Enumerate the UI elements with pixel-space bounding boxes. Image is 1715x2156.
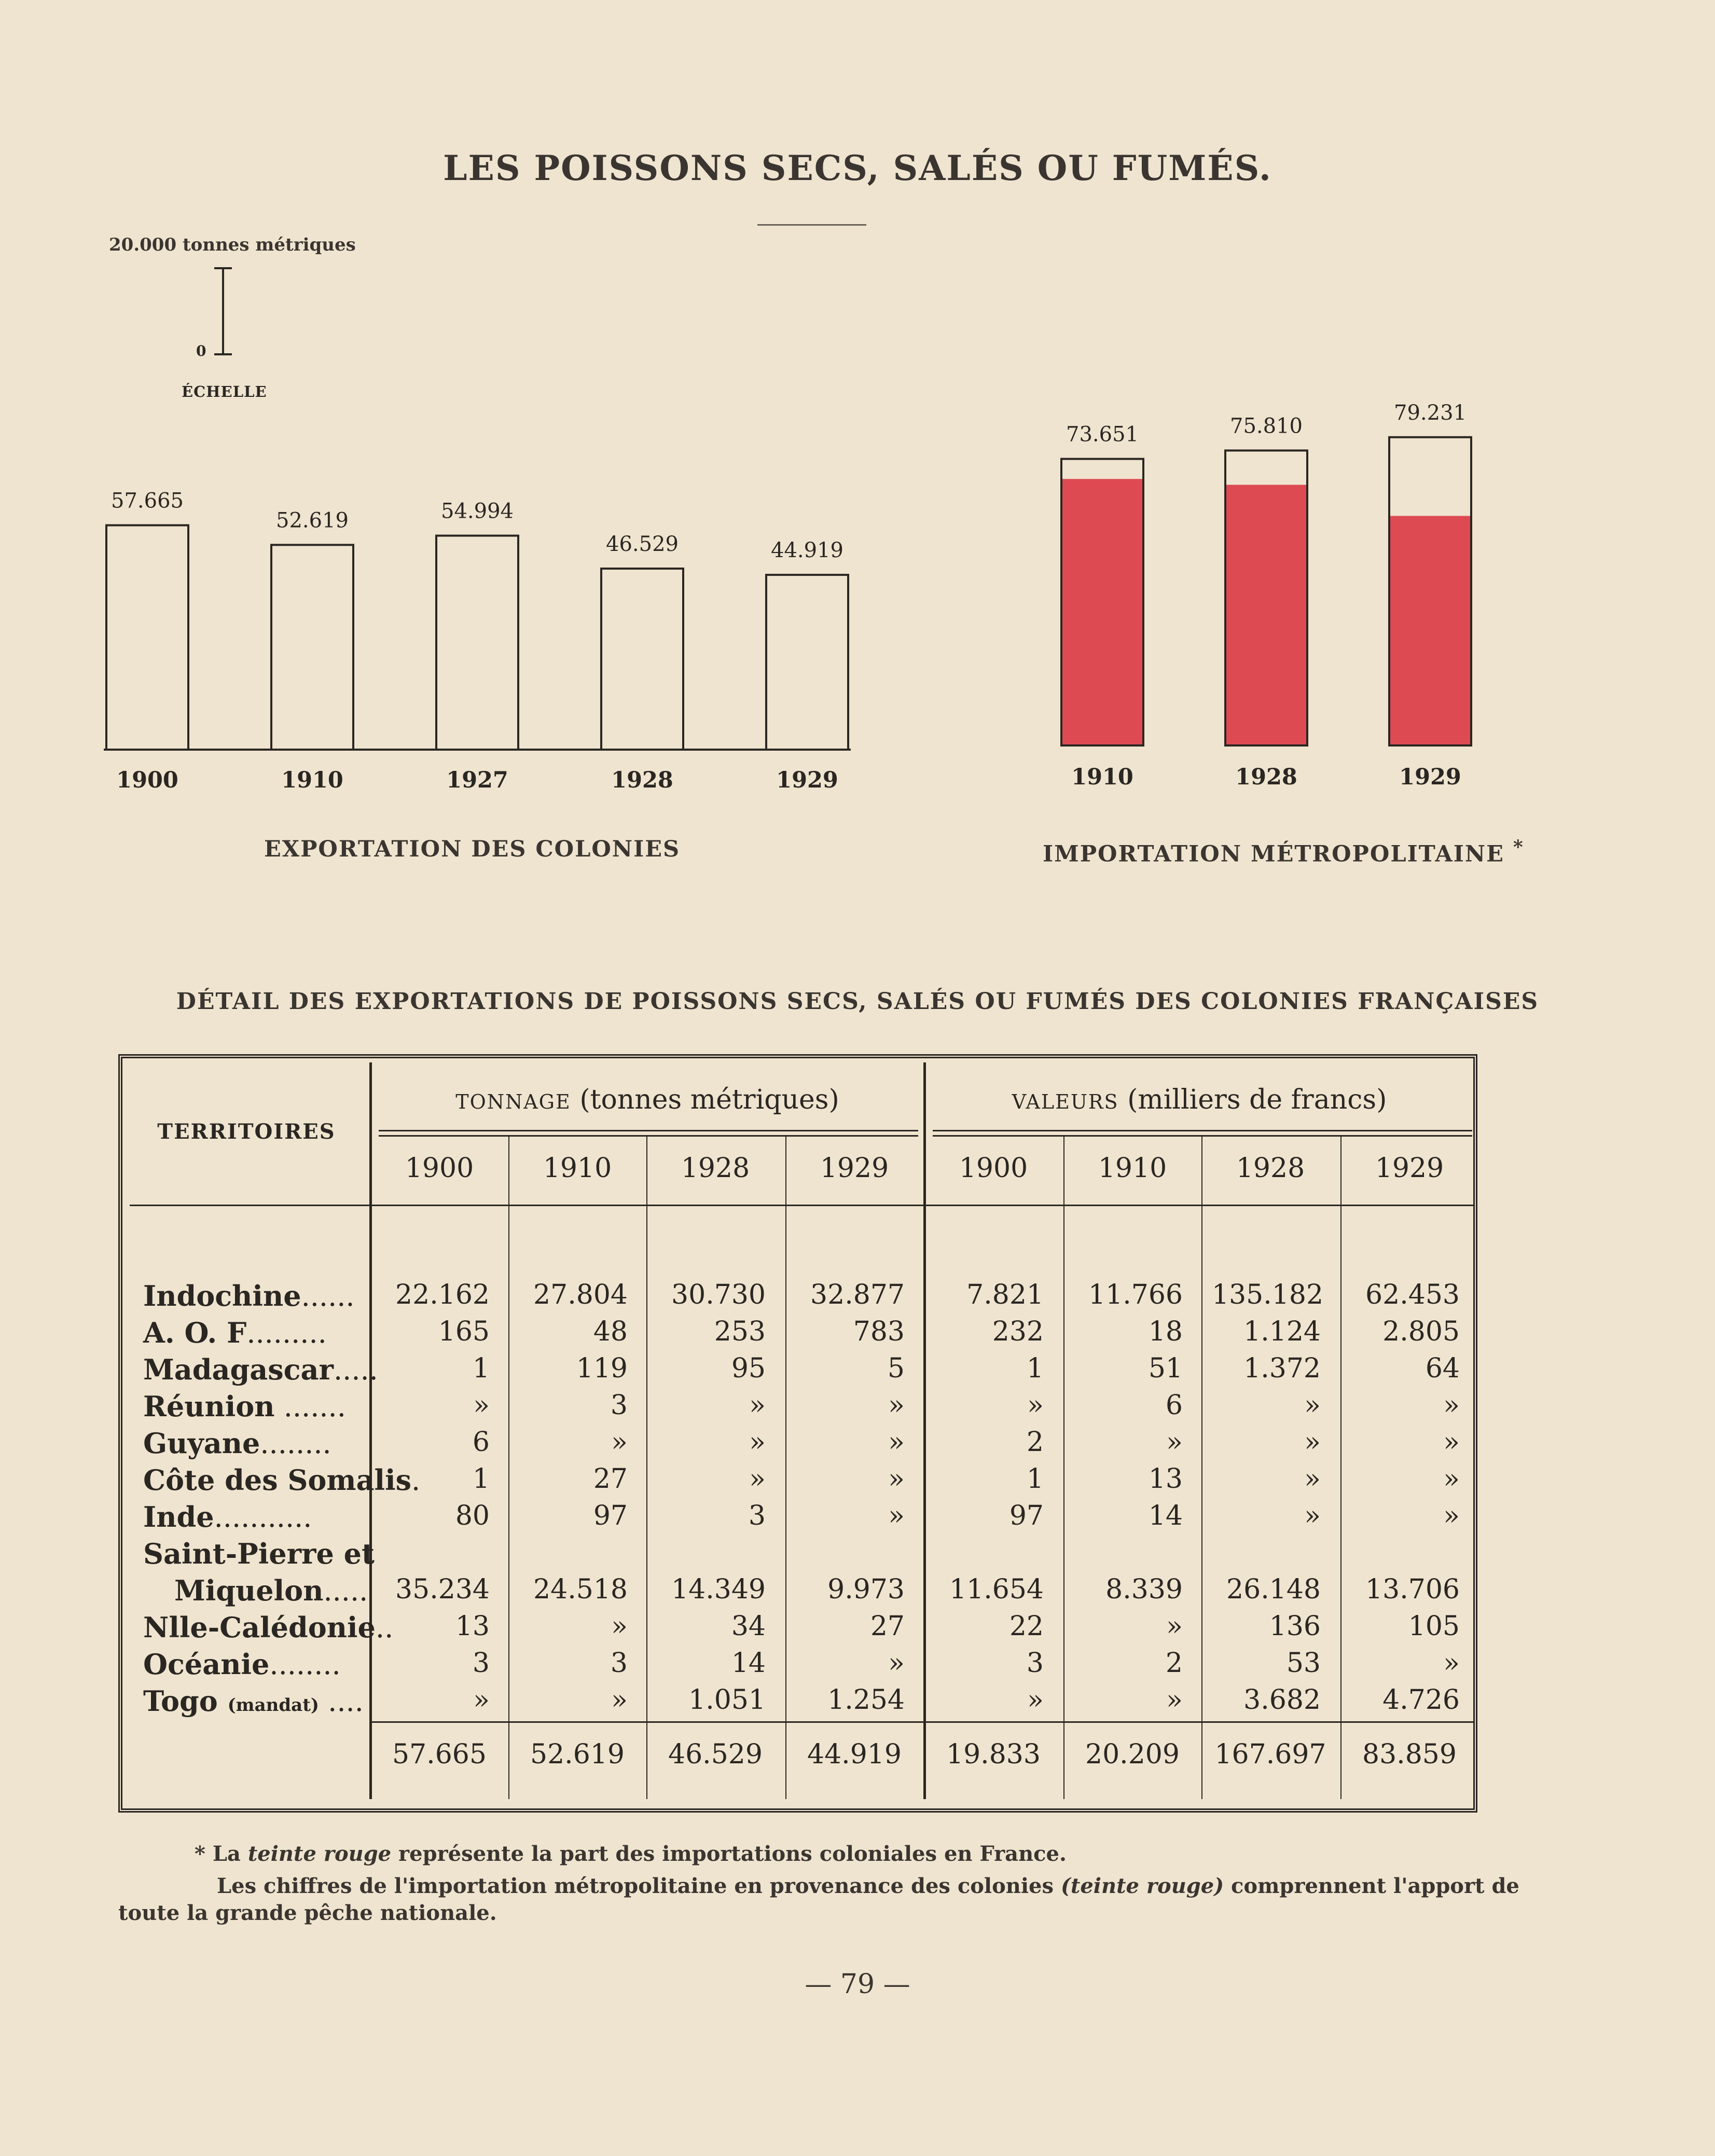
table-cell: 27.804	[533, 1279, 628, 1310]
territory-leader: ....	[319, 1685, 364, 1718]
col-divider-3	[785, 1136, 786, 1799]
table-cell: 62.453	[1365, 1279, 1460, 1310]
table-cell: 8.339	[1105, 1574, 1183, 1605]
year-header-tonnage-1928: 1928	[681, 1153, 750, 1184]
table-cell: 22.162	[395, 1279, 490, 1310]
footnote-2	[217, 1874, 1519, 1898]
export-value-label-1927: 54.994	[441, 499, 514, 523]
territory-leader: ........	[269, 1648, 341, 1681]
table-cell: 1	[472, 1353, 490, 1384]
table-cell: 1.254	[827, 1684, 905, 1716]
total-cell: 46.529	[668, 1739, 763, 1770]
year-header-valeurs-1929: 1929	[1375, 1153, 1444, 1184]
table-cell: 34	[731, 1611, 766, 1642]
table-cell: 11.654	[949, 1574, 1044, 1605]
table-cell: 95	[731, 1353, 766, 1384]
footnote-1-em: teinte rouge	[247, 1842, 392, 1866]
table-cell: »	[611, 1611, 628, 1642]
totals-rule	[371, 1721, 1473, 1723]
territory-note: (mandat)	[227, 1695, 320, 1716]
table-cell: 165	[438, 1316, 490, 1347]
table-cell: 13	[1148, 1463, 1183, 1495]
table-cell: 97	[593, 1500, 628, 1531]
table-cell: 14.349	[671, 1574, 766, 1605]
import-category-label-1929: 1929	[1399, 764, 1461, 790]
col-divider-5	[1063, 1136, 1064, 1799]
table-cell: 14	[1148, 1500, 1183, 1531]
scale-zero: 0	[196, 342, 206, 360]
table-cell: 232	[992, 1316, 1044, 1347]
table-cell: 2.805	[1382, 1316, 1460, 1347]
territory-label: Madagascar	[143, 1353, 334, 1386]
table-cell: 13.706	[1365, 1574, 1460, 1605]
table-cell: 6	[472, 1427, 490, 1458]
col-divider-6	[1201, 1136, 1202, 1799]
table-cell: 22	[1009, 1611, 1044, 1642]
table-cell: 53	[1286, 1648, 1321, 1679]
territory-label: Océanie	[143, 1648, 270, 1681]
territory-label: Côte des Somalis	[143, 1463, 411, 1497]
year-header-tonnage-1900: 1900	[405, 1153, 474, 1184]
table-cell: 9.973	[827, 1574, 905, 1605]
table-cell: 1	[1026, 1353, 1044, 1384]
territory-leader: ..	[375, 1611, 394, 1644]
territory-leader: .	[411, 1464, 421, 1497]
export-value-label-1910: 52.619	[276, 508, 349, 533]
table-cell: 27	[870, 1611, 905, 1642]
territory-label: Inde	[143, 1500, 214, 1533]
table-cell: »	[1443, 1463, 1460, 1495]
import-category-label-1910: 1910	[1071, 764, 1133, 790]
total-cell: 83.859	[1362, 1739, 1457, 1770]
territory-leader: .....	[333, 1353, 378, 1386]
territory-leader: .......	[274, 1390, 346, 1423]
table-cell: 1.372	[1243, 1353, 1321, 1384]
footnote-2-em: (teinte rouge)	[1060, 1874, 1224, 1898]
table-cell: 4.726	[1382, 1684, 1460, 1716]
territory-name	[143, 1316, 368, 1349]
table-cell: »	[1443, 1648, 1460, 1679]
export-value-label-1900: 57.665	[111, 489, 184, 513]
export-value-label-1929: 44.919	[771, 538, 843, 563]
territory-name	[143, 1684, 368, 1718]
table-cell: »	[1166, 1427, 1183, 1458]
table-cell: »	[1304, 1463, 1321, 1495]
scale-label: 20.000 tonnes métriques	[109, 234, 356, 255]
table-cell: 2	[1026, 1427, 1044, 1458]
table-cell: 48	[593, 1316, 628, 1347]
year-header-valeurs-1900: 1900	[959, 1153, 1028, 1184]
export-category-label-1900: 1900	[116, 767, 178, 793]
year-header-valeurs-1928: 1928	[1236, 1153, 1305, 1184]
table-cell: »	[888, 1390, 905, 1421]
page-number: — 79 —	[805, 1969, 910, 2000]
territory-name	[143, 1390, 368, 1423]
export-value-label-1928: 46.529	[606, 532, 679, 557]
year-header-tonnage-1910: 1910	[543, 1153, 612, 1184]
col-divider-1	[508, 1136, 509, 1799]
territory-label: Guyane	[143, 1427, 260, 1460]
import-category-label-1928: 1928	[1235, 764, 1297, 790]
table-cell: 5	[887, 1353, 905, 1384]
footnote-2-pre: Les chiffres de l'importation métropolitaine en provenance des colonies	[217, 1874, 1061, 1898]
export-category-label-1927: 1927	[446, 767, 508, 793]
table-cell: »	[1027, 1390, 1044, 1421]
total-cell: 57.665	[392, 1739, 487, 1770]
table-cell: 1	[472, 1463, 490, 1495]
table-cell: 119	[576, 1353, 628, 1384]
territory-name	[143, 1648, 368, 1681]
territory-label: Saint-Pierre et	[143, 1537, 375, 1570]
group-underline-tonnage-2	[379, 1135, 918, 1137]
territory-name	[143, 1353, 378, 1386]
territory-label: Indochine	[143, 1279, 301, 1312]
table-cell: »	[1304, 1427, 1321, 1458]
table-cell: 3	[472, 1648, 490, 1679]
table-cell: 6	[1165, 1390, 1183, 1421]
import-value-label-1929: 79.231	[1394, 400, 1467, 425]
table-cell: 27	[593, 1463, 628, 1495]
territory-label: A. O. F	[143, 1316, 247, 1349]
table-cell: 253	[714, 1316, 766, 1347]
territory-label: Réunion	[143, 1390, 275, 1423]
table-cell: 14	[731, 1648, 766, 1679]
territoires-header: TERRITOIRES	[157, 1120, 336, 1144]
territory-label: Togo	[143, 1684, 218, 1718]
footnote-1	[195, 1842, 1067, 1866]
import-value-label-1928: 75.810	[1230, 414, 1303, 438]
tonnage-header	[371, 1084, 923, 1115]
table-cell: 51	[1148, 1353, 1183, 1384]
table-cell: »	[611, 1684, 628, 1716]
total-cell: 19.833	[946, 1739, 1041, 1770]
table-cell: »	[1443, 1427, 1460, 1458]
territory-name	[143, 1279, 368, 1312]
footnote-2-post: comprennent l'apport de	[1224, 1874, 1519, 1898]
table-cell: »	[749, 1463, 766, 1495]
table-cell: 64	[1425, 1353, 1460, 1384]
table-cell: 783	[853, 1316, 905, 1347]
import-value-label-1910: 73.651	[1066, 422, 1139, 447]
valeurs-header-sc: VALEURS	[1012, 1090, 1119, 1113]
territory-leader: .....	[323, 1574, 368, 1607]
table-cell: »	[888, 1463, 905, 1495]
export-category-label-1928: 1928	[611, 767, 673, 793]
table-cell: »	[888, 1427, 905, 1458]
valeurs-header	[925, 1084, 1473, 1115]
detail-title: DÉTAIL DES EXPORTATIONS DE POISSONS SECS, SALÉS OU FUMÉS DES COLONIES FRANÇAISES	[176, 988, 1539, 1015]
year-header-tonnage-1929: 1929	[820, 1153, 889, 1184]
header-underline	[130, 1205, 1473, 1206]
territory-name	[143, 1427, 368, 1460]
table-cell: 3.682	[1243, 1684, 1321, 1716]
table-cell: 3	[610, 1390, 628, 1421]
import-caption-asterisk: *	[1513, 836, 1524, 858]
total-cell: 20.209	[1085, 1739, 1180, 1770]
footnote-1-pre: * La	[195, 1842, 248, 1866]
table-cell: 105	[1408, 1611, 1460, 1642]
col-divider-2	[646, 1136, 647, 1799]
table-cell: 1	[1026, 1463, 1044, 1495]
table-cell: 3	[610, 1648, 628, 1679]
table-cell: 18	[1148, 1316, 1183, 1347]
table-cell: 32.877	[810, 1279, 905, 1310]
table-cell: »	[1166, 1611, 1183, 1642]
table-cell: 7.821	[966, 1279, 1044, 1310]
territory-leader: ...........	[214, 1501, 312, 1533]
col-divider-7	[1340, 1136, 1341, 1799]
territory-leader: ......	[301, 1280, 355, 1312]
table-cell: 97	[1009, 1500, 1044, 1531]
territory-name	[143, 1500, 368, 1533]
territory-leader: ........	[260, 1427, 331, 1460]
table-cell: »	[473, 1390, 490, 1421]
table-cell: 11.766	[1088, 1279, 1183, 1310]
table-cell: 136	[1269, 1611, 1321, 1642]
total-cell: 44.919	[807, 1739, 902, 1770]
territory-name	[174, 1574, 368, 1607]
territory-leader: .........	[246, 1317, 327, 1349]
table-cell: 3	[748, 1500, 766, 1531]
scale-name: ÉCHELLE	[182, 383, 267, 400]
total-cell: 167.697	[1214, 1739, 1326, 1770]
valeurs-header-rest: (milliers de francs)	[1127, 1084, 1387, 1115]
table-cell: »	[1443, 1390, 1460, 1421]
tonnage-header-sc: TONNAGE	[455, 1090, 571, 1113]
territory-label: Nlle-Calédonie	[143, 1611, 376, 1644]
year-header-valeurs-1910: 1910	[1098, 1153, 1167, 1184]
import-chart-caption-text: IMPORTATION MÉTROPOLITAINE	[1043, 841, 1504, 867]
total-cell: 52.619	[530, 1739, 625, 1770]
table-cell: »	[1304, 1390, 1321, 1421]
group-underline-valeurs-2	[933, 1135, 1472, 1137]
table-cell: »	[888, 1500, 905, 1531]
table-cell: »	[749, 1390, 766, 1421]
table-cell: 2	[1165, 1648, 1183, 1679]
table-cell: »	[749, 1427, 766, 1458]
group-underline-tonnage	[379, 1130, 918, 1131]
footnote-3: toute la grande pêche nationale.	[118, 1901, 497, 1925]
footnote-1-post: représente la part des importations coloniales en France.	[391, 1842, 1067, 1866]
table-cell: »	[1027, 1684, 1044, 1716]
table-cell: 3	[1026, 1648, 1044, 1679]
table-cell: 24.518	[533, 1574, 628, 1605]
table-cell: 13	[455, 1611, 490, 1642]
table-cell: »	[1443, 1500, 1460, 1531]
territory-name	[143, 1463, 421, 1497]
export-category-label-1910: 1910	[281, 767, 343, 793]
table-cell: »	[473, 1684, 490, 1716]
table-cell: 1.051	[688, 1684, 766, 1716]
table-cell: 1.124	[1243, 1316, 1321, 1347]
table-cell: 26.148	[1226, 1574, 1321, 1605]
table-cell: »	[1304, 1500, 1321, 1531]
territory-name	[143, 1537, 375, 1570]
territory-name	[143, 1611, 394, 1644]
table-cell: 35.234	[395, 1574, 490, 1605]
table-cell: »	[1166, 1684, 1183, 1716]
table-cell: »	[611, 1427, 628, 1458]
table-cell: 30.730	[671, 1279, 766, 1310]
table-cell: 80	[455, 1500, 490, 1531]
export-category-label-1929: 1929	[776, 767, 838, 793]
table-cell: »	[888, 1648, 905, 1679]
export-chart-caption: EXPORTATION DES COLONIES	[264, 836, 681, 862]
group-underline-valeurs	[933, 1130, 1472, 1131]
territory-label: Miquelon	[174, 1574, 324, 1607]
table-cell: 135.182	[1212, 1279, 1324, 1310]
tonnage-header-rest: (tonnes métriques)	[579, 1084, 839, 1115]
page-title: LES POISSONS SECS, SALÉS OU FUMÉS.	[443, 148, 1272, 188]
